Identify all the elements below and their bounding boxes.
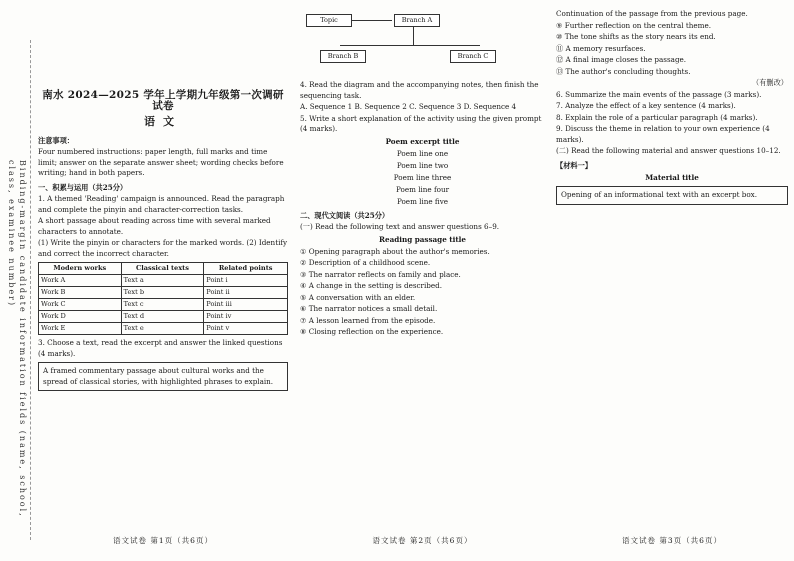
q4-option: B. Sequence 2 [354, 102, 407, 111]
table-cell: Point ii [204, 287, 288, 299]
page-footer: 语文试卷 第2页（共6页） [372, 535, 473, 545]
table-cell: Point iv [204, 311, 288, 323]
table-header-1: Classical texts [121, 263, 204, 275]
reading-paragraph: ⑬ The author's concluding thoughts. [556, 66, 691, 76]
diagram-branch-a: Branch A [394, 14, 440, 27]
reading-paragraph: ① Opening paragraph about the author's memories. [300, 246, 490, 256]
reading-paragraph: ⑪ A memory resurfaces. [556, 43, 646, 53]
question: 7. Analyze the effect of a key sentence (4 marks). [556, 101, 736, 110]
table-cell: Work D [39, 311, 122, 323]
reading-paragraph: ④ A change in the setting is described. [300, 281, 443, 290]
table-cell: Point iii [204, 299, 288, 311]
page-1 [38, 8, 288, 548]
diagram-branch-c: Branch C [450, 50, 496, 63]
reading-paragraph: Continuation of the passage from the previous page. [556, 9, 748, 18]
diagram-connector [352, 20, 392, 21]
reading-paragraph: ⑤ A conversation with an elder. [300, 292, 416, 302]
diagram-connector [340, 45, 480, 46]
section1-heading: 一、积累与运用（共25分） [38, 182, 128, 192]
poem-line: Poem line one [396, 148, 449, 158]
reading2-sub: (二) Read the following material and answer questions 10–12. [556, 146, 781, 155]
material-box: Opening of an informational text with an excerpt box. [556, 186, 788, 205]
material-label: 【材料一】 [556, 160, 592, 170]
table-cell: Text e [121, 323, 204, 335]
poem-line: Poem line four [395, 184, 450, 194]
reading-paragraph: ⑥ The narrator notices a small detail. [300, 304, 438, 313]
table-cell: Text b [121, 287, 204, 299]
table-cell: Text a [121, 275, 204, 287]
notice-heading: 注意事项： [38, 135, 74, 145]
table-cell: Point i [204, 275, 288, 287]
q4-text: 4. Read the diagram and the accompanying notes, then finish the sequencing task. [300, 80, 539, 100]
q4-options [300, 102, 545, 113]
reading-paragraph: ⑫ A final image closes the passage. [556, 55, 687, 64]
table-cell: Work B [39, 287, 122, 299]
reading-table [38, 262, 288, 335]
q1-text: 1. A themed 'Reading' campaign is announced. Read the paragraph and complete the pinyin and character-correction tasks. [38, 194, 285, 214]
page-2 [300, 8, 545, 548]
poem-title: Poem excerpt title [385, 136, 460, 146]
page-3 [556, 8, 788, 548]
diagram-connector [413, 27, 414, 45]
q5-text: 5. Write a short explanation of the activity using the given prompt (4 marks). [300, 113, 542, 133]
table-row [39, 287, 288, 299]
diagram-topic-box: Topic [306, 14, 352, 27]
q1-passage: A short passage about reading across time with several marked characters to annotate. [38, 216, 271, 236]
table-cell: Text d [121, 311, 204, 323]
reading-paragraph: ② Description of a childhood scene. [300, 258, 431, 267]
notice-text: Four numbered instructions: paper length, full marks and time limit; answer on the separate answer sheet; wording checks before writing; hand in both papers. [38, 147, 284, 177]
question: 6. Summarize the main events of the passage (3 marks). [556, 89, 762, 99]
reading1-title: Reading passage title [379, 234, 466, 244]
page-footer: 语文试卷 第1页（共6页） [113, 535, 213, 545]
q3-text: 3. Choose a text, read the excerpt and answer the linked questions (4 marks). [38, 338, 283, 358]
q4-option: C. Sequence 3 [409, 102, 462, 111]
table-cell: Work C [39, 299, 122, 311]
diagram-branch-b: Branch B [320, 50, 366, 63]
question: 9. Discuss the theme in relation to your own experience (4 marks). [556, 124, 770, 144]
exam-subject: 语文 [144, 115, 182, 128]
exam-title: 南水 2024—2025 学年上学期九年级第一次调研试卷 [42, 89, 284, 112]
q3-box: A framed commentary passage about cultural works and the spread of classical stories, with highlighted phrases to explain. [38, 362, 288, 391]
table-header-2: Related points [204, 263, 288, 275]
table-cell: Work E [39, 323, 122, 335]
poem-line: Poem line two [396, 160, 449, 170]
reading-paragraph: ⑦ A lesson learned from the episode. [300, 315, 436, 325]
binding-strip-text: Binding-margin candidate information fields (name, school, class, examinee number) [7, 160, 27, 518]
source-note: （有删改） [752, 78, 788, 87]
page-footer: 语文试卷 第3页（共6页） [622, 535, 722, 545]
table-row [39, 299, 288, 311]
table-header-0: Modern works [39, 263, 122, 275]
reading-paragraph: ⑩ The tone shifts as the story nears its end. [556, 32, 716, 41]
reading-paragraph: ⑨ Further reflection on the central theme. [556, 20, 711, 30]
table-row [39, 311, 288, 323]
question: 8. Explain the role of a particular paragraph (4 marks). [556, 112, 758, 122]
reading1-sub: (一) Read the following text and answer questions 6–9. [300, 222, 500, 231]
reading-paragraph: ③ The narrator reflects on family and place. [300, 269, 461, 279]
flow-diagram [300, 10, 545, 76]
poem-line: Poem line five [396, 196, 449, 206]
table-cell: Text c [121, 299, 204, 311]
q1-sub: (1) Write the pinyin or characters for the marked words. (2) Identify and correct the incorrect character. [38, 238, 288, 258]
reading-paragraph: ⑧ Closing reflection on the experience. [300, 327, 444, 336]
table-cell: Point v [204, 323, 288, 335]
table-row [39, 275, 288, 287]
binding-margin [6, 40, 31, 540]
q4-option: D. Sequence 4 [463, 102, 517, 111]
table-cell: Work A [39, 275, 122, 287]
material-title: Material title [645, 173, 699, 182]
poem-line: Poem line three [393, 172, 452, 182]
section2-heading: 二、现代文阅读（共25分） [300, 210, 390, 220]
table-row [39, 323, 288, 335]
q4-option: A. Sequence 1 [300, 102, 353, 111]
